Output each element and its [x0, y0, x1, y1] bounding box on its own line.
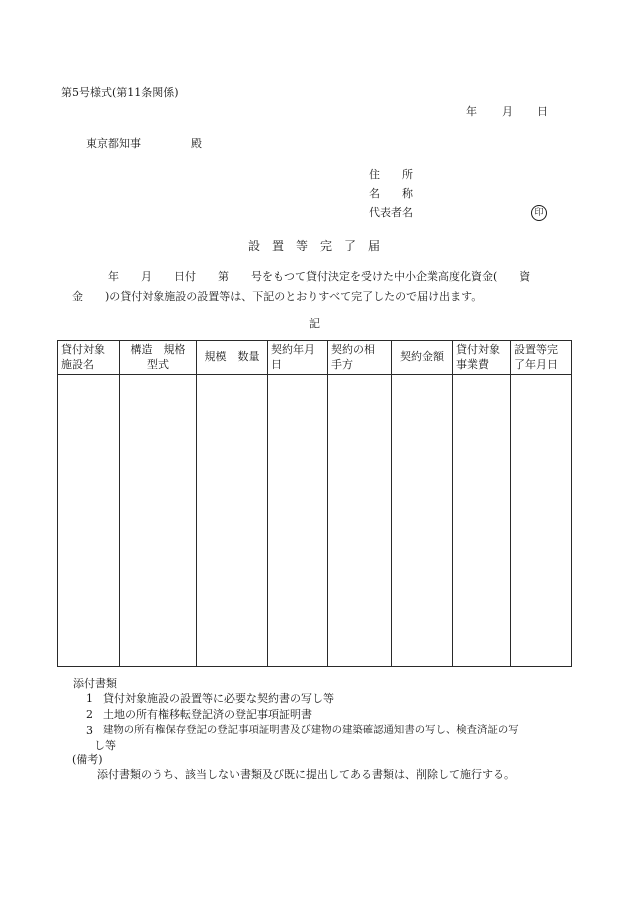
header-structure-spec: 構造 規格 型式 — [120, 341, 197, 375]
cell-contract-party[interactable] — [328, 375, 392, 667]
header-contract-party: 契約の相 手方 — [328, 341, 392, 375]
date-month-label: 月 — [502, 105, 513, 118]
cell-structure-spec[interactable] — [120, 375, 197, 667]
form-number: 第5号様式(第11条関係) — [61, 86, 179, 99]
header-project-cost: 貸付対象 事業費 — [453, 341, 511, 375]
header-scale-quantity: 規模 数量 — [197, 341, 268, 375]
attachment-number: 2 — [86, 708, 93, 721]
name-label: 名 称 — [369, 187, 413, 200]
cell-completion-date[interactable] — [511, 375, 572, 667]
attachment-item-continuation: し等 — [94, 739, 116, 752]
cell-contract-amount[interactable] — [392, 375, 453, 667]
seal-icon: 印 — [531, 205, 547, 221]
addressee-name: 東京都知事 — [86, 137, 141, 150]
cell-facility-name[interactable] — [58, 375, 120, 667]
table-header-row — [58, 341, 572, 375]
attachment-item: 土地の所有権移転登記済の登記事項証明書 — [103, 708, 312, 721]
attachment-item: 貸付対象施設の設置等に必要な契約書の写し等 — [103, 692, 334, 705]
body-line-2: 金 )の貸付対象施設の設置等は、下記のとおりすべて完了したので届け出ます。 — [72, 290, 483, 303]
header-contract-date: 契約年月 日 — [268, 341, 328, 375]
cell-scale-quantity[interactable] — [197, 375, 268, 667]
body-line-1: 年 月 日付 第 号をもつて貸付決定を受けた中小企業高度化資金( 資 — [108, 270, 531, 283]
address-label: 住 所 — [369, 168, 413, 181]
attachment-number: 3 — [86, 724, 93, 737]
attachment-number: 1 — [86, 692, 93, 705]
date-day-label: 日 — [537, 105, 548, 118]
representative-label: 代表者名 — [369, 206, 413, 219]
facility-table — [57, 340, 572, 667]
cell-contract-date[interactable] — [268, 375, 328, 667]
attachment-item: 建物の所有権保存登記の登記事項証明書及び建物の建築確認通知書の写し、検査済証の写 — [103, 724, 519, 736]
addressee-honorific: 殿 — [191, 137, 202, 150]
remarks-heading: (備考) — [72, 753, 103, 766]
date-year-label: 年 — [466, 105, 477, 118]
remarks-text: 添付書類のうち、該当しない書類及び既に提出してある書類は、削除して施行する。 — [97, 768, 515, 781]
attachments-heading: 添付書類 — [73, 677, 117, 690]
table-row — [58, 375, 572, 667]
ki-heading: 記 — [309, 317, 320, 330]
cell-project-cost[interactable] — [453, 375, 511, 667]
header-completion-date: 設置等完 了年月日 — [511, 341, 572, 375]
header-facility-name: 貸付対象 施設名 — [58, 341, 120, 375]
header-contract-amount: 契約金額 — [392, 341, 453, 375]
document-title: 設 置 等 完 了 届 — [248, 239, 381, 253]
